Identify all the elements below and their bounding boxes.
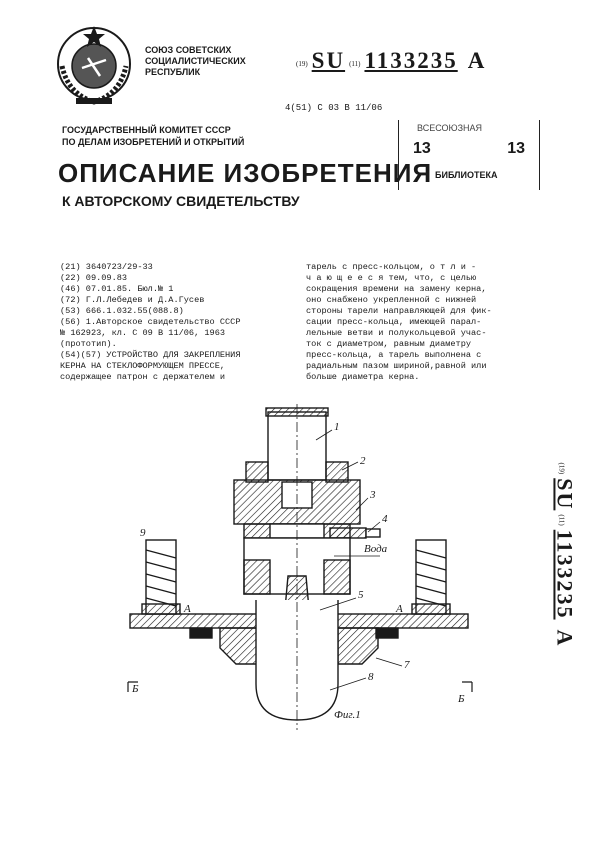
side-patent-id [551, 463, 577, 648]
stamp-bottom-text: БИБЛИОТЕКА [435, 170, 498, 180]
label-7: 7 [404, 659, 410, 671]
guide-nut-left [190, 628, 212, 638]
union-line: РЕСПУБЛИК [145, 67, 201, 77]
biblio-line: (56) 1.Авторское свидетельство СССР [60, 317, 241, 327]
ussr-emblem-icon [54, 22, 134, 108]
patent-number-line [296, 48, 486, 74]
bibliographic-column-left [60, 262, 296, 383]
claim-line: стороны тарели направляющей для фик- [306, 306, 492, 316]
label-4: 4 [382, 513, 388, 525]
claim-line: радиальным пазом шириной,равной или [306, 361, 487, 371]
committee-name [62, 124, 332, 148]
side-kind: A [552, 629, 578, 648]
committee-line: ПО ДЕЛАМ ИЗОБРЕТЕНИЙ И ОТКРЫТИЙ [62, 137, 245, 147]
label-2: 2 [360, 455, 366, 467]
country-code: SU [311, 48, 346, 73]
patent-kind: A [467, 48, 487, 73]
union-line: СОЦИАЛИСТИЧЕСКИХ [145, 56, 246, 66]
stamp-top-text: ВСЕСОЮЗНАЯ [417, 123, 483, 133]
code-11: (11) [349, 60, 361, 68]
plate-left [130, 614, 264, 628]
spring-left-base [142, 604, 180, 614]
claim-column-right [306, 262, 538, 383]
fitting-part [330, 528, 366, 538]
biblio-line: содержащее патрон с держателем и [60, 372, 226, 382]
collar-part [246, 462, 268, 482]
label-a-right: А [396, 603, 403, 615]
label-1: 1 [334, 421, 340, 433]
guide-right [338, 628, 378, 664]
figure-caption: Фиг.1 [334, 709, 361, 721]
label-b-left: Б [132, 683, 139, 695]
document-subtitle: К АВТОРСКОМУ СВИДЕТЕЛЬСТВУ [62, 193, 300, 209]
biblio-line: (72) Г.Л.Лебедев и Д.А.Гусев [60, 295, 205, 305]
biblio-line: (21) 3640723/29-33 [60, 262, 153, 272]
label-water: Вода [364, 543, 388, 555]
side-country: SU [552, 478, 578, 511]
plate-right [334, 614, 468, 628]
biblio-line: (53) 666.1.032.55(088.8) [60, 306, 184, 316]
fitting-tip [366, 529, 380, 537]
label-a-left: А [184, 603, 191, 615]
union-line: СОЮЗ СОВЕТСКИХ [145, 45, 232, 55]
collar-part [326, 462, 348, 482]
stamp-right-number: 13 [507, 140, 525, 157]
guide-nut-right [376, 628, 398, 638]
union-name [145, 45, 295, 78]
side-number: 1133235 [552, 529, 578, 620]
label-5: 5 [358, 589, 364, 601]
claim-line: сокращения времени на замену керна, [306, 284, 487, 294]
side-code-19: (19) [557, 462, 566, 475]
claim-line: оно снабжено укрепленной с нижней [306, 295, 477, 305]
chuck-right [324, 560, 350, 594]
label-b-right: Б [458, 693, 465, 705]
committee-line: ГОСУДАРСТВЕННЫЙ КОМИТЕТ СССР [62, 125, 231, 135]
document-title: ОПИСАНИЕ ИЗОБРЕТЕНИЯ [58, 158, 433, 188]
label-3: 3 [370, 489, 376, 501]
stamp-left-number: 13 [413, 140, 431, 157]
label-8: 8 [368, 671, 374, 683]
side-code-11: (11) [557, 514, 566, 526]
guide-left [220, 628, 260, 664]
ipc-classification: 4(51) С 03 В 11/06 [285, 103, 383, 113]
spring-right-base [412, 604, 450, 614]
chuck-left [244, 560, 270, 594]
claim-line: сации пресс-кольца, имеющей парал- [306, 317, 482, 327]
biblio-line: (прототип). [60, 339, 117, 349]
label-9: 9 [140, 527, 146, 539]
claim-line: лельные ветви и полукольцевой учас- [306, 328, 487, 338]
biblio-line: (46) 07.01.85. Бюл.№ 1 [60, 284, 174, 294]
claim-line: ч а ю щ е е с я тем, что, с целью [306, 273, 477, 283]
biblio-line: (54)(57) УСТРОЙСТВО ДЛЯ ЗАКРЕПЛЕНИЯ [60, 350, 241, 360]
claim-line: тарель с пресс-кольцом, о т л и - [306, 262, 477, 272]
biblio-line: КЕРНА НА СТЕКЛОФОРМУЮЩЕМ ПРЕССЕ, [60, 361, 226, 371]
biblio-line: № 162923, кл. С 09 В 11/06, 1963 [60, 328, 226, 338]
claim-line: пресс-кольца, а тарель выполнена с [306, 350, 482, 360]
technical-drawing [120, 400, 490, 740]
claim-line: ток с диаметром, равным диаметру [306, 339, 472, 349]
claim-line: больше диаметра керна. [306, 372, 420, 382]
patent-number: 1133235 [364, 48, 458, 73]
biblio-line: (22) 09.09.83 [60, 273, 128, 283]
code-19: (19) [296, 60, 308, 68]
